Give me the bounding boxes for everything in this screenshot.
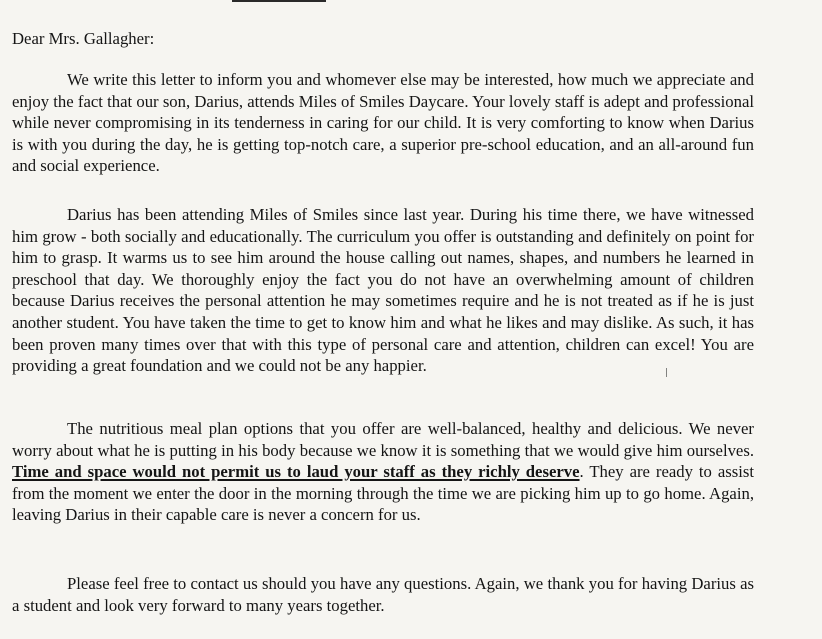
paragraph-3-emphasis: Time and space would not permit us to laud your staff as they richly deserve — [12, 462, 580, 482]
salutation: Dear Mrs. Gallagher: — [12, 29, 155, 48]
paragraph-3-lead: The nutritious meal plan options that you offer are well-balanced, healthy and delicious. We never worry about what he is putting in his body because we know it is something that we would give him ourselves. — [12, 419, 754, 460]
paragraph-1: We write this letter to inform you and whomever else may be interested, how much we appreciate and enjoy the fact that our son, Darius, attends Miles of Smiles Daycare. Your lovely staff is adept and professional while never compromising in its tenderness in caring for our child. It is very comforting to know when Darius is with you during the day, he is getting top-notch care, a superior pre-school education, and an all-around fun and social experience. — [12, 70, 754, 176]
paragraph-2: Darius has been attending Miles of Smiles since last year. During his time there, we have witnessed him grow - both socially and educationally. The curriculum you offer is outstanding and definitely on point for him to grasp. It warms us to see him around the house calling out names, shapes, and numbers he learned in preschool that day. We thoroughly enjoy the fact you do not have an overwhelming amount of children because Darius receives the personal attention he may sometimes require and he is not treated as if he is just another student. You have taken the time to get to know him and what he likes and may dislike. As such, it has been proven many times over that with this type of personal care and attention, children can excel! You are providing a great foundation and we could not be any happier. — [12, 205, 754, 376]
top-rule — [232, 0, 326, 2]
pen-mark — [666, 368, 667, 377]
paragraph-3 — [12, 418, 754, 526]
paragraph-3-tail: . They are ready to assist from the moment we enter the door in the morning through the time we are picking him up to go home. Again, leaving Darius in their capable care is never a concern for us. — [12, 462, 754, 525]
paragraph-4: Please feel free to contact us should you have any questions. Again, we thank you for having Darius as a student and look very forward to many years together. — [12, 574, 754, 615]
